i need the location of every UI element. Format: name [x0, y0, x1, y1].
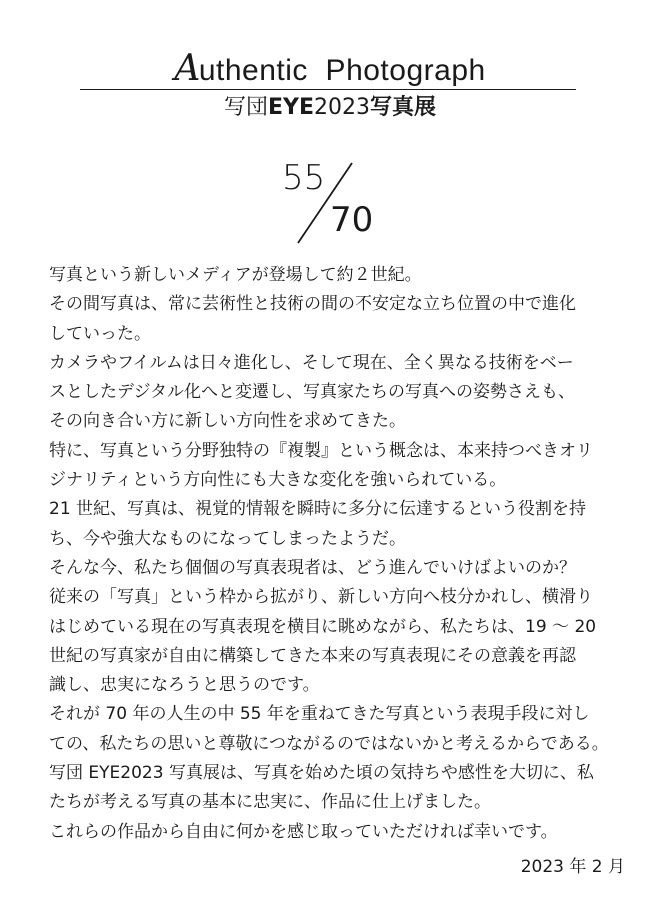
- date-signature: 2023 年 2 月: [520, 857, 625, 877]
- body-line: カメラやフイルムは日々進化し、そして現在、全く異なる技術をベー: [49, 352, 574, 373]
- body-paragraphs: [49, 261, 629, 847]
- title-rest: uthentic Photograph: [198, 54, 486, 87]
- body-line: 世紀の写真家が自由に構築してきた本来の写真表現にその意義を再認: [49, 645, 576, 666]
- body-line: ジナリティという方向性にも大きな変化を強いられている。: [49, 470, 507, 491]
- fraction-numerator: 55: [282, 158, 326, 198]
- body-line: その向き合い方に新しい方向性を求めてきた。: [49, 411, 406, 432]
- title-initial: A: [174, 48, 201, 89]
- title-ja-eye: EYE: [268, 95, 314, 120]
- body-line: していった。: [49, 323, 151, 344]
- japanese-title: [80, 94, 580, 122]
- body-line: ち、今や強大なものになってしまったようだ。: [49, 528, 406, 549]
- body-line: これらの作品から自由に何かを感じ取っていただければ幸いです。: [49, 821, 558, 842]
- title-divider: [80, 89, 576, 90]
- fraction-number: [270, 155, 390, 250]
- fraction-denominator: 70: [330, 200, 374, 240]
- body-line: ての、私たちの思いと尊敬につながるのではないかと考えるからである。: [49, 733, 609, 754]
- title-ja-year: 2023: [314, 95, 370, 120]
- body-line: たちが考える写真の基本に忠実に、作品に仕上げました。: [49, 792, 491, 813]
- body-line: 21 世紀、写真は、視覚的情報を瞬時に多分に伝達するという役割を持: [49, 499, 587, 520]
- body-line: 従来の「写真」という枠から拡がり、新しい方向へ枝分かれし、横滑り: [49, 587, 593, 608]
- body-line: 識し、忠実になろうと思うのです。: [49, 675, 320, 696]
- body-line: その間写真は、常に芸術性と技術の間の不安定な立ち位置の中で進化: [49, 294, 576, 315]
- english-title: [80, 48, 580, 89]
- title-ja-prefix: 写団: [223, 95, 268, 120]
- body-line: それが 70 年の人生の中 55 年を重ねてきた写真という表現手段に対し: [49, 704, 590, 725]
- body-line: 写団 EYE2023 写真展は、写真を始めた頃の気持ちや感性を大切に、私: [49, 763, 594, 784]
- title-ja-suffix: 写真展: [370, 95, 437, 120]
- body-line: そんな今、私たち個個の写真表現者は、どう進んでいけばよいのか？: [49, 557, 576, 578]
- body-line: はじめている現在の写真表現を横目に眺めながら、私たちは、19 〜 20: [49, 616, 597, 637]
- body-line: スとしたデジタル化へと変遷し、写真家たちの写真への姿勢さえも、: [49, 382, 575, 403]
- body-line: 写真という新しいメディアが登場して約２世紀。: [49, 265, 422, 285]
- body-line: 特に、写真という分野独特の『複製』という概念は、本来持つべきオリ: [49, 440, 593, 461]
